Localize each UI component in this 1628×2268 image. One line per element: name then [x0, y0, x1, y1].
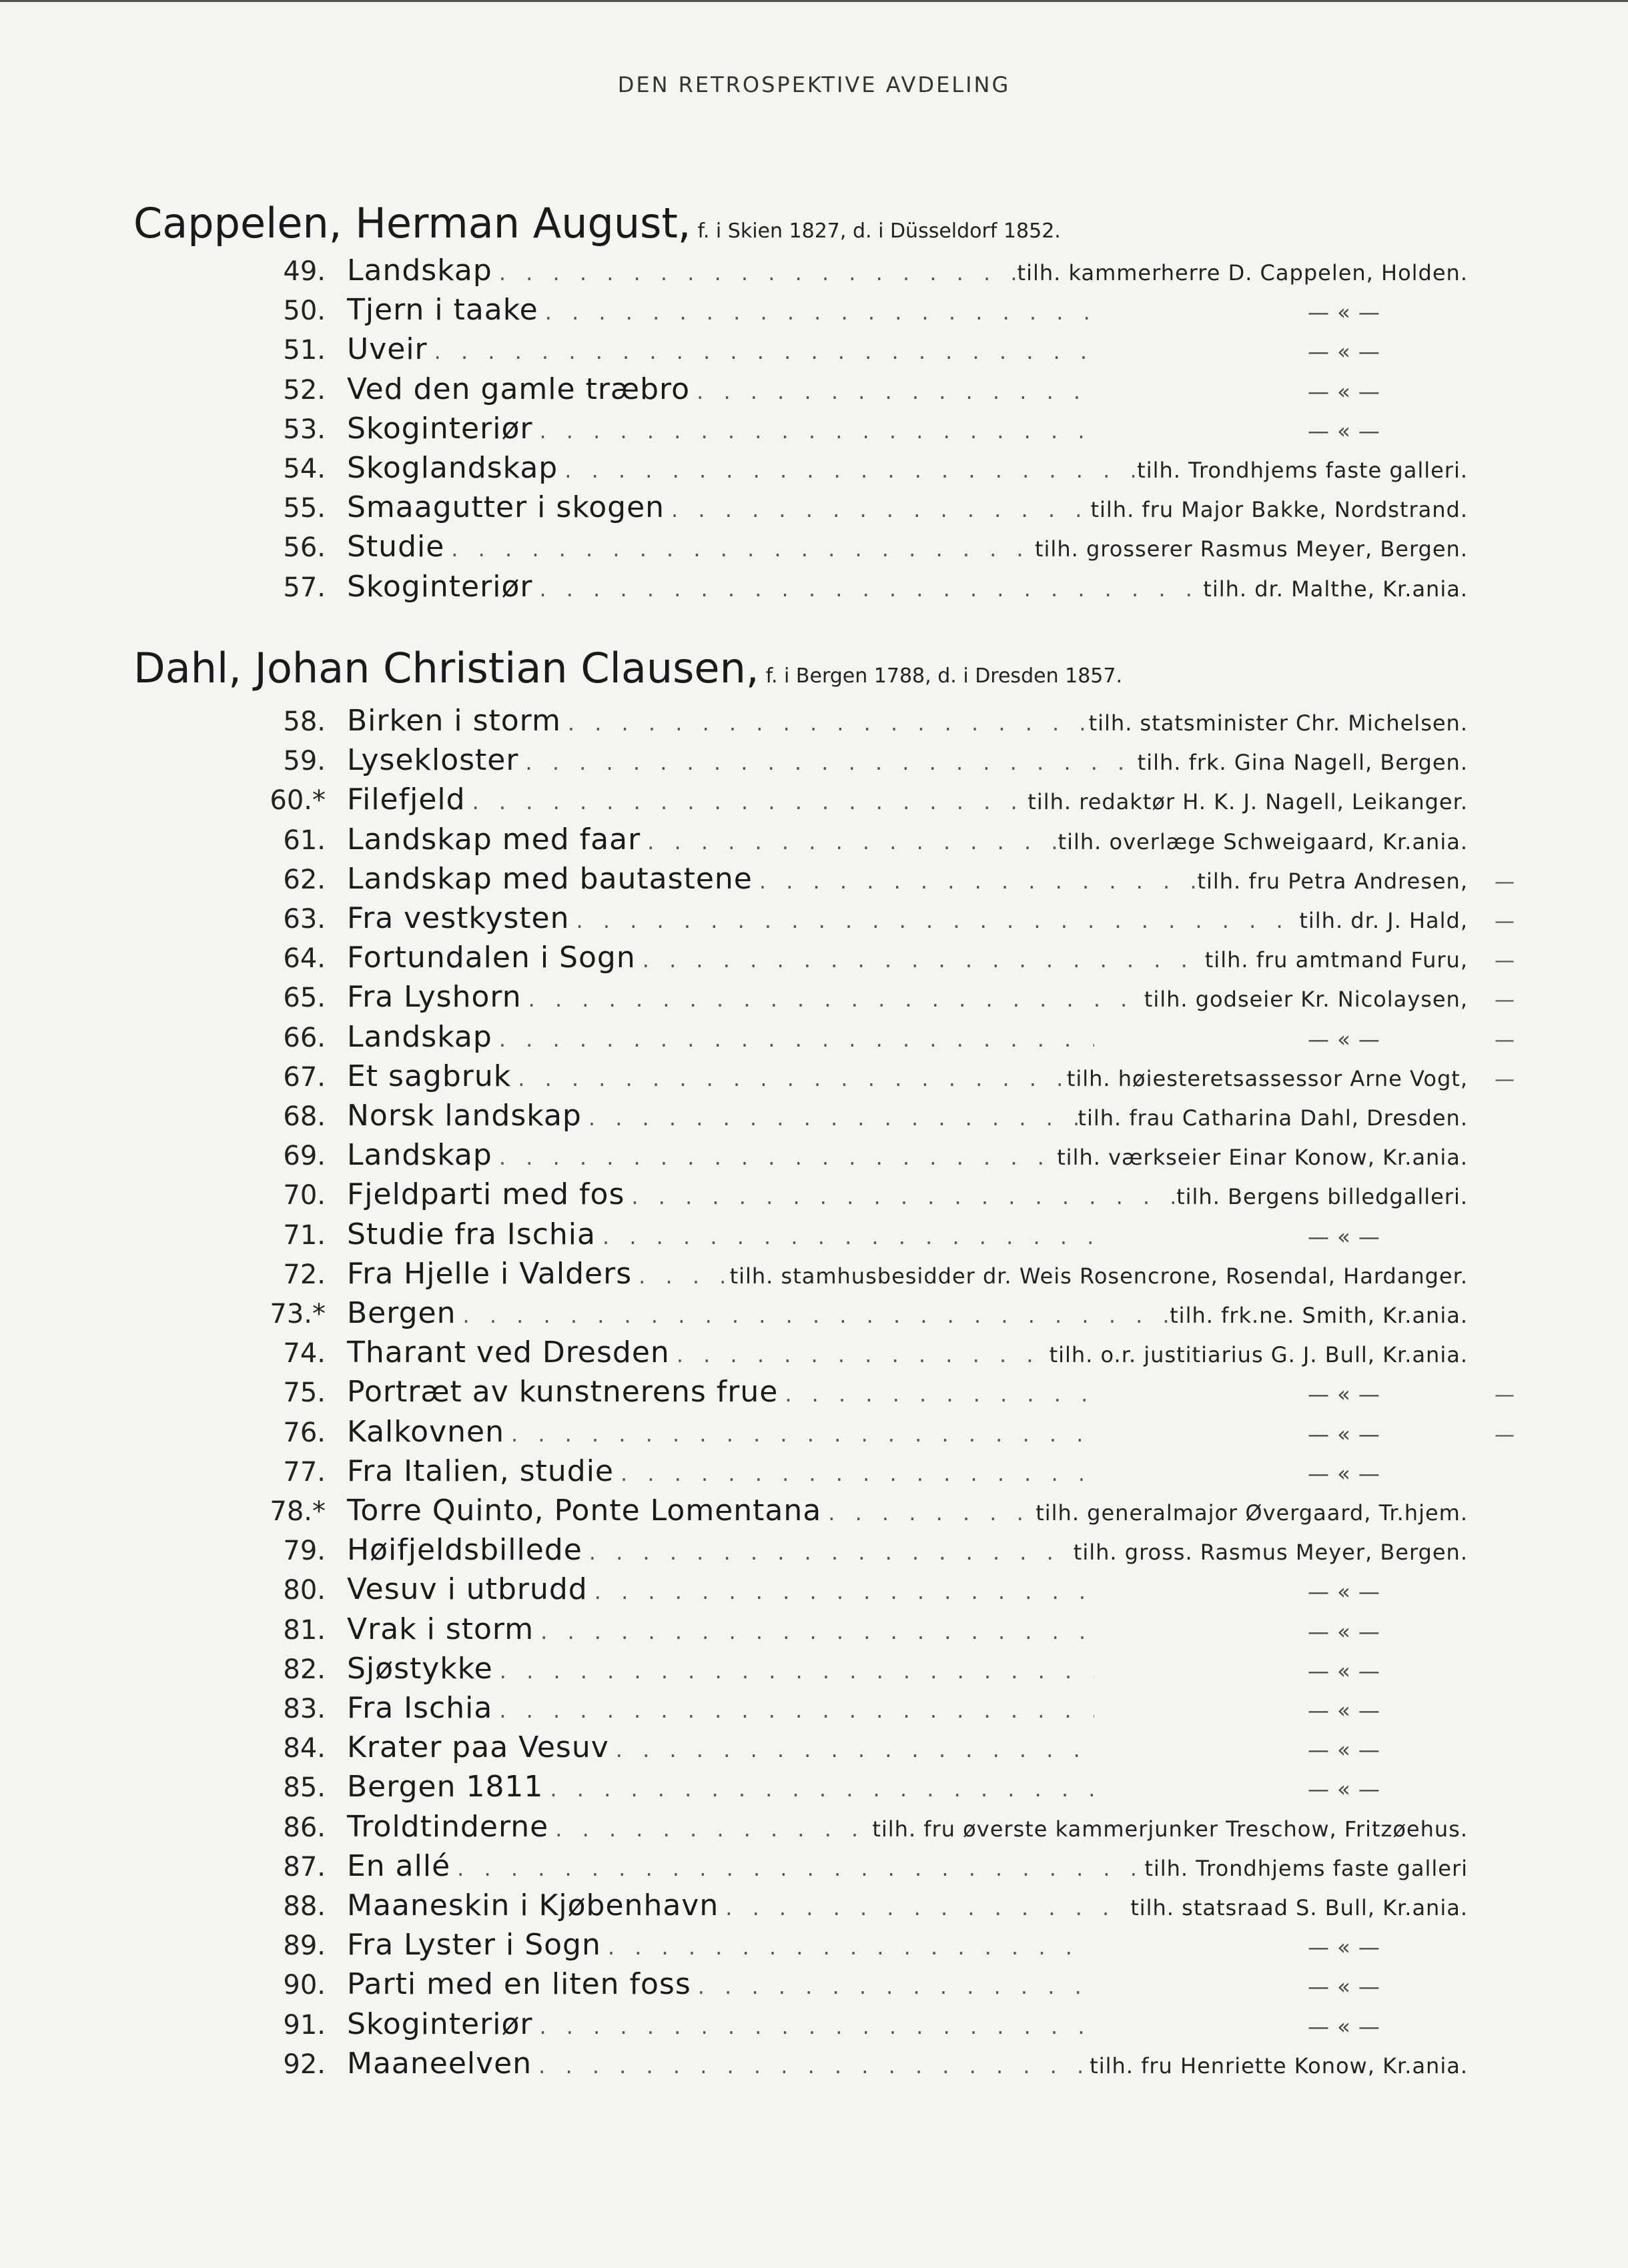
entry-title: Lysekloster	[347, 743, 519, 778]
entry-owner: tilh. fru amtmand Furu,	[1204, 947, 1468, 973]
catalog-entry	[254, 412, 1515, 450]
dot-leader	[518, 750, 1137, 775]
entry-owner: tilh. redaktør H. K. J. Nagell, Leikanger.	[1028, 789, 1468, 815]
entry-owner: — « —	[1308, 300, 1380, 326]
dot-leader	[532, 418, 1094, 444]
catalog-entry	[254, 1415, 1515, 1454]
catalog-entry	[254, 1494, 1515, 1532]
catalog-entry	[254, 822, 1515, 861]
entry-title: En allé	[347, 1848, 451, 1883]
dot-leader	[641, 829, 1058, 855]
catalog-entry	[254, 901, 1515, 940]
dot-leader	[778, 1381, 1094, 1407]
entry-owner: — « —	[1308, 1934, 1380, 1960]
entry-number: 74.	[283, 1338, 326, 1369]
entry-owner: — « —	[1308, 1381, 1380, 1407]
catalog-entry	[254, 570, 1515, 608]
entry-title: Fra Ischia	[347, 1691, 493, 1725]
entry-number: 73.*	[270, 1299, 326, 1329]
ditto-mark: —	[1495, 1028, 1515, 1052]
dot-leader	[690, 379, 1094, 404]
entry-title: Maaneskin i Kjøbenhavn	[347, 1888, 719, 1922]
dot-leader	[444, 536, 1035, 562]
entry-number: 84.	[283, 1733, 326, 1764]
entry-title: Fra Hjelle i Valders	[347, 1256, 633, 1291]
catalog-entry	[254, 1217, 1515, 1256]
dot-leader	[492, 1027, 1094, 1052]
entry-title: Birken i storm	[347, 704, 561, 738]
entry-number: 86.	[283, 1812, 326, 1843]
dot-leader	[632, 1263, 729, 1289]
dot-leader	[821, 1500, 1036, 1526]
entry-title: Torre Quinto, Ponte Lomentana	[347, 1494, 822, 1528]
dot-leader	[596, 1224, 1094, 1249]
entry-title: Landskap med bautastene	[347, 861, 753, 896]
entry-owner: tilh. generalmajor Øvergaard, Tr.hjem.	[1036, 1500, 1468, 1526]
entry-owner: — « —	[1308, 1026, 1380, 1052]
entry-number: 85.	[283, 1772, 326, 1804]
dot-leader	[570, 908, 1294, 933]
ditto-mark: —	[1495, 1423, 1515, 1447]
catalog-entry	[254, 1375, 1515, 1413]
entry-title: Sjøstykke	[347, 1651, 493, 1686]
catalog-entry	[254, 1770, 1515, 1808]
dot-leader	[665, 497, 1090, 522]
entry-title: Skoginteriør	[347, 569, 533, 604]
entry-number: 70.	[283, 1180, 326, 1211]
entry-owner: tilh. frau Catharina Dahl, Dresden.	[1078, 1105, 1468, 1131]
entry-number: 66.	[283, 1022, 326, 1053]
entry-number: 87.	[283, 1851, 326, 1882]
dot-leader	[511, 1066, 1067, 1091]
dot-leader	[493, 1658, 1094, 1684]
catalog-entry	[254, 1691, 1515, 1730]
entry-number: 57.	[283, 572, 326, 603]
entry-owner: tilh. Trondhjems faste galleri.	[1137, 458, 1468, 483]
artist-name: Cappelen, Herman August,	[133, 199, 691, 247]
artist-name: Dahl, Johan Christian Clausen,	[133, 644, 759, 692]
entry-title: Fra vestkysten	[347, 901, 570, 935]
entry-title: Studie fra Ischia	[347, 1217, 596, 1251]
entry-title: Landskap	[347, 1019, 492, 1054]
entry-number: 51.	[283, 335, 326, 366]
entry-number: 83.	[283, 1694, 326, 1724]
entry-number: 50.	[283, 296, 326, 327]
entry-number: 62.	[283, 864, 326, 895]
entry-number: 58.	[283, 706, 326, 737]
entry-title: Fra Italien, studie	[347, 1454, 615, 1488]
dot-leader	[534, 1619, 1094, 1644]
catalog-entry	[254, 1257, 1515, 1295]
entry-number: 75.	[283, 1377, 326, 1409]
entry-owner: tilh. dr. J. Hald,	[1299, 908, 1468, 933]
entry-owner: tilh. statsraad S. Bull, Kr.ania.	[1130, 1895, 1468, 1920]
entry-number: 82.	[283, 1654, 326, 1685]
catalog-entry	[254, 941, 1515, 979]
entry-owner: — « —	[1308, 1737, 1380, 1763]
catalog-entry	[254, 782, 1515, 821]
entry-owner: tilh. fru Henriette Konow, Kr.ania.	[1090, 2053, 1468, 2079]
ditto-mark: —	[1495, 989, 1515, 1013]
entry-number: 92.	[283, 2049, 326, 2080]
running-head: DEN RETROSPEKTIVE AVDELING	[617, 72, 1011, 97]
catalog-entry	[254, 743, 1515, 782]
entry-owner: tilh. fru Petra Andresen,	[1197, 868, 1468, 894]
entry-number: 71.	[283, 1219, 326, 1251]
entry-title: Smaagutter i skogen	[347, 490, 665, 525]
entry-owner: — « —	[1308, 1421, 1380, 1447]
dot-leader	[543, 1776, 1094, 1802]
artist-heading	[133, 644, 1122, 692]
entry-owner: — « —	[1308, 1776, 1380, 1802]
dot-leader	[691, 1974, 1094, 1999]
catalog-entry	[254, 1810, 1515, 1848]
entry-owner: tilh. frk. Gina Nagell, Bergen.	[1137, 750, 1468, 776]
entry-title: Fra Lyshorn	[347, 980, 522, 1015]
entry-owner: tilh. værkseier Einar Konow, Kr.ania.	[1057, 1145, 1468, 1171]
catalog-entry	[254, 1652, 1515, 1690]
entry-title: Tharant ved Dresden	[347, 1335, 670, 1370]
entry-number: 59.	[283, 746, 326, 777]
entry-title: Skoginteriør	[347, 411, 533, 446]
catalog-entry	[254, 1296, 1515, 1335]
entry-owner: tilh. høiesteretsassessor Arne Vogt,	[1066, 1065, 1468, 1091]
dot-leader	[561, 710, 1089, 736]
catalog-entry	[254, 490, 1515, 529]
catalog-entry	[254, 1888, 1515, 1927]
dot-leader	[492, 1145, 1057, 1170]
dot-leader	[428, 339, 1094, 364]
entry-title: Vesuv i utbrudd	[347, 1572, 588, 1607]
entry-owner: — « —	[1308, 1223, 1380, 1249]
entry-owner: tilh. o.r. justitiarius G. J. Bull, Kr.ania.	[1049, 1342, 1468, 1368]
catalog-entry	[254, 1612, 1515, 1651]
entry-number: 56.	[283, 532, 326, 564]
entry-number: 69.	[283, 1141, 326, 1172]
dot-leader	[492, 1698, 1094, 1723]
dot-leader	[522, 987, 1144, 1012]
catalog-entry	[254, 1059, 1515, 1098]
ditto-mark: —	[1495, 1067, 1515, 1091]
entry-title: Fortundalen i Sogn	[347, 941, 636, 975]
catalog-entry	[254, 704, 1515, 742]
entry-owner: — « —	[1308, 1974, 1380, 2000]
dot-leader	[456, 1303, 1170, 1328]
entry-title: Bergen	[347, 1296, 456, 1330]
entry-owner: — « —	[1308, 378, 1380, 404]
catalog-entry	[254, 862, 1515, 901]
entry-owner: tilh. Trondhjems faste galleri	[1144, 1855, 1468, 1881]
entry-owner: — « —	[1308, 1658, 1380, 1684]
catalog-entry	[254, 1533, 1515, 1572]
entry-number: 52.	[283, 374, 326, 406]
entry-title: Tjern i taake	[347, 293, 538, 328]
entry-title: Portræt av kunstnerens frue	[347, 1375, 779, 1409]
entry-title: Fra Lyster i Sogn	[347, 1928, 601, 1962]
catalog-entry	[254, 372, 1515, 411]
entry-owner: tilh. fru Major Bakke, Nordstrand.	[1090, 497, 1468, 523]
catalog-entry	[254, 2047, 1515, 2085]
dot-leader	[532, 576, 1203, 602]
entry-owner: tilh. statsminister Chr. Michelsen.	[1088, 710, 1468, 736]
entry-number: 79.	[283, 1536, 326, 1567]
entry-number: 76.	[283, 1417, 326, 1448]
entry-number: 88.	[283, 1891, 326, 1922]
dot-leader	[609, 1737, 1094, 1762]
catalog-entry	[254, 1335, 1515, 1374]
entry-title: Studie	[347, 530, 445, 564]
entry-number: 53.	[283, 414, 326, 445]
catalog-entry	[254, 1099, 1515, 1137]
entry-title: Ved den gamle træbro	[347, 372, 691, 406]
dot-leader	[466, 789, 1028, 814]
dot-leader	[719, 1895, 1130, 1920]
entry-owner: tilh. kammerherre D. Cappelen, Holden.	[1017, 260, 1468, 286]
entry-number: 89.	[283, 1930, 326, 1962]
dot-leader	[532, 2053, 1090, 2079]
dot-leader	[753, 869, 1198, 894]
entry-owner: tilh. fru øverste kammerjunker Treschow, Fritzøehus.	[872, 1816, 1468, 1842]
ditto-mark: —	[1495, 910, 1515, 933]
entry-number: 63.	[283, 904, 326, 935]
entry-title: Skoglandskap	[347, 451, 558, 485]
entry-owner: — « —	[1308, 339, 1380, 365]
catalog-entry	[254, 2007, 1515, 2046]
entry-owner: tilh. gross. Rasmus Meyer, Bergen.	[1073, 1540, 1468, 1566]
entry-number: 67.	[283, 1061, 326, 1093]
catalog-entry	[254, 1454, 1515, 1493]
catalog-entry	[254, 1572, 1515, 1611]
dot-leader	[601, 1934, 1094, 1960]
artist-heading	[133, 199, 1061, 247]
catalog-entry	[254, 530, 1515, 568]
entry-owner: tilh. Bergens billedgalleri.	[1176, 1184, 1468, 1210]
catalog-entry	[254, 1020, 1515, 1059]
entry-title: Filefjeld	[347, 782, 466, 817]
entry-title: Landskap med faar	[347, 822, 641, 857]
entry-title: Kalkovnen	[347, 1414, 504, 1449]
entry-number: 54.	[283, 454, 326, 484]
entry-owner: — « —	[1308, 418, 1380, 444]
entry-title: Landskap	[347, 1138, 492, 1173]
catalog-entry	[254, 1730, 1515, 1769]
entry-owner: — « —	[1308, 2013, 1380, 2039]
dot-leader	[492, 260, 1018, 286]
entry-title: Høifjeldsbillede	[347, 1533, 582, 1568]
catalog-entry	[254, 253, 1515, 292]
entry-owner: — « —	[1308, 1698, 1380, 1723]
entry-title: Uveir	[347, 332, 428, 367]
entry-title: Vrak i storm	[347, 1612, 534, 1646]
catalog-entry	[254, 293, 1515, 332]
dot-leader	[548, 1816, 872, 1842]
entry-number: 64.	[283, 943, 326, 975]
dot-leader	[670, 1342, 1050, 1367]
entry-number: 68.	[283, 1101, 326, 1132]
entry-number: 77.	[283, 1456, 326, 1488]
entry-number: 60.*	[270, 785, 326, 816]
catalog-entry	[254, 1849, 1515, 1888]
dot-leader	[532, 2014, 1094, 2039]
entry-owner: tilh. dr. Malthe, Kr.ania.	[1203, 576, 1468, 602]
catalog-entry	[254, 1967, 1515, 2006]
entry-title: Et sagbruk	[347, 1059, 512, 1093]
catalog-entry	[254, 980, 1515, 1019]
catalog-entry	[254, 1138, 1515, 1177]
entry-number: 78.*	[270, 1496, 326, 1527]
entry-title: Parti med en liten foss	[347, 1967, 691, 2002]
entry-title: Troldtinderne	[347, 1809, 549, 1844]
dot-leader	[504, 1422, 1094, 1447]
entry-number: 80.	[283, 1575, 326, 1606]
entry-number: 91.	[283, 2009, 326, 2041]
dot-leader	[450, 1856, 1144, 1881]
ditto-mark: —	[1495, 1383, 1515, 1407]
dot-leader	[636, 947, 1205, 973]
ditto-mark: —	[1495, 949, 1515, 973]
entry-title: Norsk landskap	[347, 1099, 582, 1133]
entry-title: Skoginteriør	[347, 2007, 533, 2041]
entry-number: 49.	[283, 256, 326, 287]
artist-life-dates: f. i Bergen 1788, d. i Dresden 1857.	[765, 664, 1122, 688]
entry-number: 81.	[283, 1614, 326, 1646]
entry-title: Fjeldparti med fos	[347, 1177, 625, 1212]
dot-leader	[588, 1579, 1094, 1604]
entry-title: Bergen 1811	[347, 1770, 544, 1804]
dot-leader	[538, 300, 1094, 325]
entry-owner: tilh. grosserer Rasmus Meyer, Bergen.	[1034, 536, 1468, 562]
entry-owner: tilh. godseier Kr. Nicolaysen,	[1144, 987, 1468, 1013]
entry-title: Landskap	[347, 253, 492, 288]
entry-number: 55.	[283, 493, 326, 524]
entry-title: Maaneelven	[347, 2046, 532, 2081]
dot-leader	[582, 1105, 1078, 1131]
dot-leader	[558, 458, 1137, 483]
catalog-entry	[254, 1928, 1515, 1966]
artist-life-dates: f. i Skien 1827, d. i Düsseldorf 1852.	[697, 219, 1061, 243]
dot-leader	[582, 1540, 1074, 1565]
catalog-entry	[254, 332, 1515, 371]
entry-number: 90.	[283, 1970, 326, 2001]
entry-owner: — « —	[1308, 1618, 1380, 1644]
entry-number: 72.	[283, 1259, 326, 1290]
entry-owner: tilh. frk.ne. Smith, Kr.ania.	[1170, 1303, 1468, 1328]
dot-leader	[614, 1461, 1094, 1486]
entry-owner: tilh. stamhusbesidder dr. Weis Rosencrone, Rosendal, Hardanger.	[729, 1263, 1468, 1289]
entry-owner: — « —	[1308, 1579, 1380, 1605]
entry-number: 61.	[283, 824, 326, 856]
entry-owner: tilh. overlæge Schweigaard, Kr.ania.	[1058, 828, 1468, 855]
dot-leader	[625, 1184, 1176, 1209]
entry-number: 65.	[283, 983, 326, 1014]
entry-title: Krater paa Vesuv	[347, 1730, 609, 1765]
entry-owner: — « —	[1308, 1460, 1380, 1486]
ditto-mark: —	[1495, 870, 1515, 894]
catalog-entry	[254, 1177, 1515, 1216]
catalog-entry	[254, 451, 1515, 490]
